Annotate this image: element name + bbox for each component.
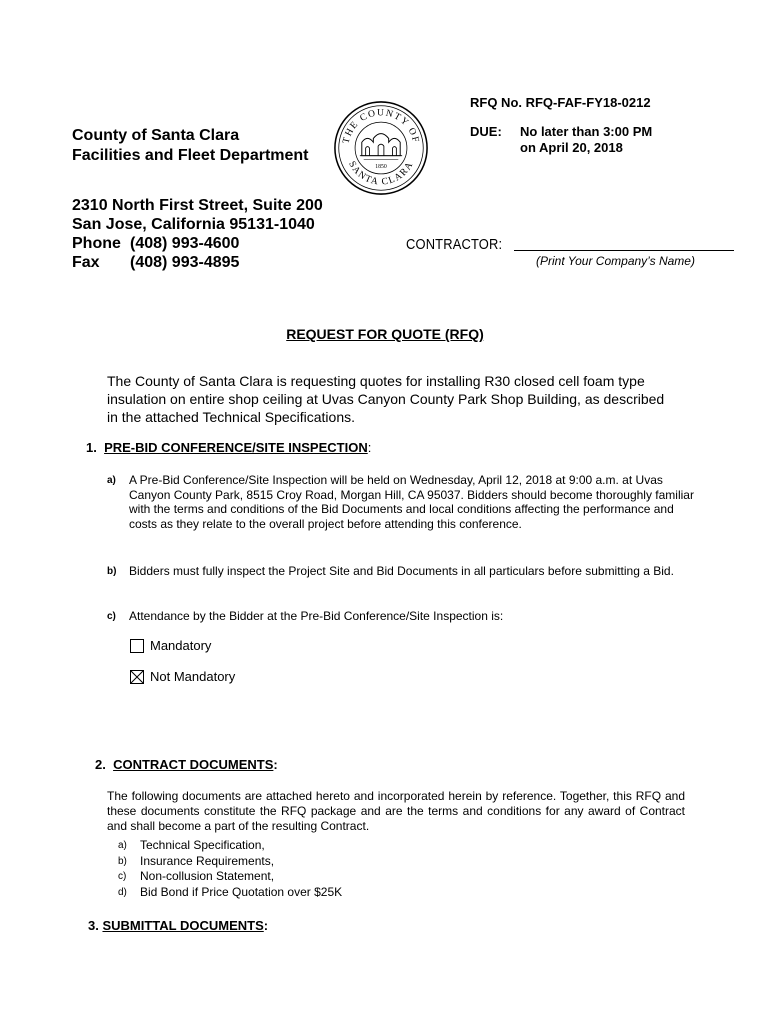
option-mandatory[interactable] <box>130 638 211 653</box>
item-text: A Pre-Bid Conference/Site Inspection will be held on Wednesday, April 12, 2018 at 9:00 a.m. at Uvas Canyon County Park, 8515 Croy Road, Morgan Hill, CA 95037. Bidders should become thoroughly familiar with the terms and conditions of the Bid Documents and local conditions affecting the performance and costs as they relate to the overall project before attending this conference. <box>129 473 694 531</box>
section-3-colon: : <box>263 918 269 933</box>
checked-x-icon <box>131 671 143 683</box>
county-seal-icon <box>333 100 429 196</box>
address-street: 2310 North First Street, Suite 200 <box>72 197 323 214</box>
section-2-colon: : <box>273 757 278 772</box>
item-text: Attendance by the Bidder at the Pre-Bid Conference/Site Inspection is: <box>129 609 504 623</box>
section-1-item-a <box>107 473 699 531</box>
intro-paragraph: The County of Santa Clara is requesting quotes for installing R30 closed cell foam type insulation on entire shop ceiling at Uvas Canyon County Park Shop Building, as described in the attached Technical Specifications. <box>107 373 665 425</box>
list-item <box>118 869 342 885</box>
section-3-title: SUBMITTAL DOCUMENTS <box>102 918 264 933</box>
svg-text:THE COUNTY OF <box>341 107 422 144</box>
section-1-colon: : <box>367 440 372 455</box>
list-text: Technical Specification, <box>140 838 265 852</box>
mandatory-checkbox[interactable] <box>130 639 144 653</box>
fax-number: (408) 993-4895 <box>130 254 240 271</box>
list-text: Non-collusion Statement, <box>140 869 275 883</box>
fax-row <box>72 253 323 272</box>
section-3-heading <box>88 918 268 933</box>
section-2-number: 2. <box>95 757 106 772</box>
organization-name <box>72 126 309 166</box>
due-date <box>520 124 652 156</box>
item-letter: b) <box>107 566 117 577</box>
section-1-number: 1. <box>86 440 97 455</box>
phone-label: Phone <box>72 235 121 252</box>
option-label: Not Mandatory <box>150 669 236 684</box>
contractor-label: CONTRACTOR: <box>406 236 503 253</box>
contractor-hint: (Print Your Company’s Name) <box>536 254 695 268</box>
option-not-mandatory[interactable] <box>130 669 235 684</box>
rfq-number: RFQ No. RFQ-FAF-FY18-0212 <box>470 95 651 110</box>
item-letter: c) <box>107 611 116 622</box>
list-letter: b) <box>118 855 127 867</box>
address-block <box>72 196 323 272</box>
item-letter: a) <box>107 475 116 486</box>
option-label: Mandatory <box>150 638 212 653</box>
due-label: DUE: <box>470 124 502 139</box>
not-mandatory-checkbox[interactable] <box>130 670 144 684</box>
section-1-item-c <box>107 609 699 624</box>
list-text: Bid Bond if Price Quotation over $25K <box>140 884 343 899</box>
org-line-1: County of Santa Clara <box>72 127 240 144</box>
section-2-title: CONTRACT DOCUMENTS <box>113 757 274 772</box>
seal-text-bottom: SANTA CLARA <box>346 159 416 188</box>
contract-documents-list <box>118 838 342 900</box>
section-3-number: 3. <box>88 918 99 933</box>
section-1-title: PRE-BID CONFERENCE/SITE INSPECTION <box>104 440 368 455</box>
section-2-paragraph: The following documents are attached hereto and incorporated herein by reference. Together, this RFQ and these documents constitute the RFQ package and are the terms and conditions for any award of Contract and shall become a part of the resulting Contract. <box>107 789 685 833</box>
item-text: Bidders must fully inspect the Project Site and Bid Documents in all particulars before submitting a Bid. <box>129 564 674 578</box>
list-letter: a) <box>118 840 127 851</box>
fax-label: Fax <box>72 254 100 271</box>
section-1-heading <box>86 440 371 455</box>
list-text: Insurance Requirements, <box>140 853 275 868</box>
list-letter: d) <box>118 886 127 898</box>
contractor-name-field[interactable] <box>514 250 734 251</box>
page-title: REQUEST FOR QUOTE (RFQ) <box>286 326 484 342</box>
address-city: San Jose, California 95131-1040 <box>72 216 315 233</box>
seal-year: 1850 <box>375 164 387 171</box>
due-line-1: No later than 3:00 PM <box>520 124 653 139</box>
org-line-2: Facilities and Fleet Department <box>72 147 309 164</box>
section-2-heading <box>95 757 278 772</box>
phone-row <box>72 234 323 253</box>
section-1-item-b <box>107 564 699 579</box>
list-item <box>118 854 342 870</box>
list-letter: c) <box>118 871 127 882</box>
seal-text-top: THE COUNTY OF <box>340 107 422 145</box>
list-item <box>118 885 342 901</box>
phone-number: (408) 993-4600 <box>130 235 240 252</box>
due-line-2: on April 20, 2018 <box>520 140 623 155</box>
list-item <box>118 838 342 854</box>
